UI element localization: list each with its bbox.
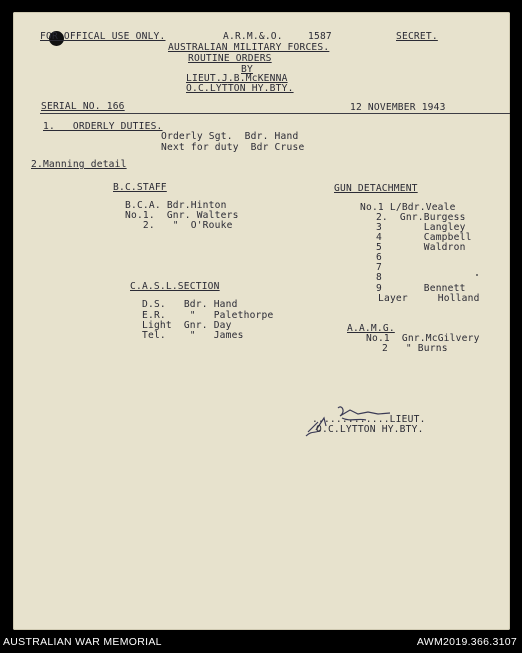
signature-unit: O.C.LYTTON HY.BTY. xyxy=(316,424,424,435)
classification-right: SECRET. xyxy=(396,31,438,42)
gun-row: 7 xyxy=(364,262,382,273)
casl-row: Tel. " James xyxy=(142,330,244,341)
issued-by: BY xyxy=(241,64,253,75)
bc-staff-row: B.C.A. Bdr.Hinton xyxy=(125,200,227,211)
reference-number: 1587 xyxy=(308,31,332,42)
aamg-title: A.A.M.G. xyxy=(347,323,395,334)
serial-number: SERIAL NO. 166 xyxy=(41,101,125,112)
classification-left: FOR OFFICAL USE ONLY. xyxy=(40,31,166,42)
archive-id: AWM2019.366.3107 xyxy=(416,636,517,648)
gun-row: 6 xyxy=(364,252,382,263)
order-date: 12 NOVEMBER 1943 xyxy=(350,102,446,113)
officer-name: LIEUT.J.B.McKENNA xyxy=(186,73,288,84)
gun-row: 9 Bennett xyxy=(364,283,466,294)
gun-row: 8 xyxy=(364,272,382,283)
gun-detachment-title: GUN DETACHMENT xyxy=(334,183,418,194)
casl-title: C.A.S.L.SECTION xyxy=(130,281,220,292)
casl-row: D.S. Bdr. Hand xyxy=(142,299,238,310)
gun-row: 3 Langley xyxy=(364,222,466,233)
next-for-duty-line: Next for duty Bdr Cruse xyxy=(161,142,305,153)
gun-row: 2. Gnr.Burgess xyxy=(364,212,466,223)
gun-row: 5 Waldron xyxy=(364,242,466,253)
archive-footer xyxy=(0,631,522,653)
section-1-heading: 1. ORDERLY DUTIES. xyxy=(43,121,163,132)
unit-name: O.C.LYTTON HY.BTY. xyxy=(186,83,294,94)
aamg-row: 2 " Burns xyxy=(370,343,448,354)
aamg-row: No.1 Gnr.McGilvery xyxy=(366,333,480,344)
signature-line: .............LIEUT. xyxy=(312,414,426,425)
bc-staff-row: No.1. Gnr. Walters xyxy=(125,210,239,221)
divider xyxy=(40,113,510,114)
org-name: AUSTRALIAN MILITARY FORCES. xyxy=(168,42,330,53)
document-title: ROUTINE ORDERS xyxy=(188,53,272,64)
archive-name: AUSTRALIAN WAR MEMORIAL xyxy=(3,636,162,648)
casl-row: Light Gnr. Day xyxy=(142,320,232,331)
casl-row: E.R. " Palethorpe xyxy=(142,310,274,321)
paper-speck xyxy=(476,274,478,276)
section-2-heading: 2.Manning detail xyxy=(31,159,127,170)
bc-staff-title: B.C.STAFF xyxy=(113,182,167,193)
reference-code: A.R.M.&.O. xyxy=(223,31,283,42)
gun-row: No.1 L/Bdr.Veale xyxy=(360,202,456,213)
gun-row: Layer Holland xyxy=(378,293,480,304)
gun-row: 4 Campbell xyxy=(364,232,472,243)
orderly-sgt-line: Orderly Sgt. Bdr. Hand xyxy=(161,131,299,142)
bc-staff-row: 2. " O'Rouke xyxy=(125,220,233,231)
